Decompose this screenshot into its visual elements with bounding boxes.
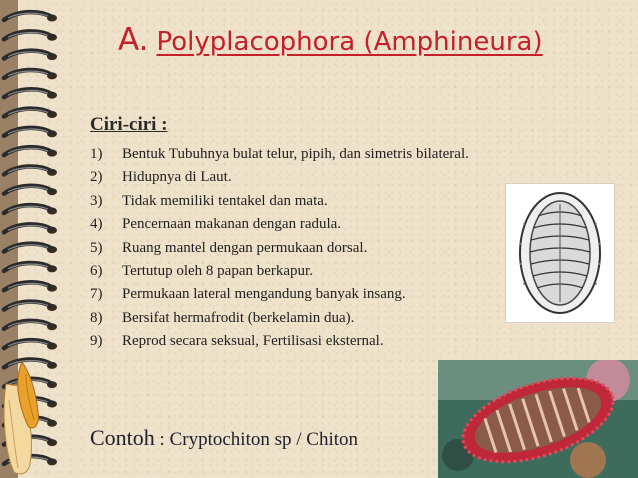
- list-item: 6) Tertutup oleh 8 papan berkapur.: [90, 262, 313, 279]
- chiton-illustration: [505, 183, 615, 323]
- chiton-photo: [438, 360, 638, 478]
- title-text: Polyplacophora (Amphineura): [156, 27, 543, 57]
- example-text: : Cryptochiton sp / Chiton: [154, 429, 358, 450]
- list-item: 8) Bersifat hermafrodit (berkelamin dua).: [90, 309, 355, 326]
- list-item: 4) Pencernaan makanan dengan radula.: [90, 216, 342, 233]
- list-item: 1) Bentuk Tubuhnya bulat telur, pipih, dan simetris bilateral.: [90, 146, 469, 162]
- seashell-decoration: [0, 360, 44, 478]
- list-item: 5) Ruang mantel dengan permukaan dorsal.: [90, 239, 368, 256]
- characteristics-list: [90, 143, 469, 354]
- list-item: 7) Permukaan lateral mengandung banyak insang.: [90, 286, 406, 303]
- section-heading: Ciri-ciri :: [90, 114, 168, 135]
- list-item: 3) Tidak memiliki tentakel dan mata.: [90, 192, 328, 209]
- list-item: 2) Hidupnya di Laut.: [90, 169, 232, 186]
- title-letter: A.: [118, 22, 149, 58]
- list-item: 9) Reprod secara seksual, Fertilisasi eksternal.: [90, 333, 384, 350]
- example-line: [90, 425, 358, 451]
- slide-title: [118, 22, 543, 66]
- example-label: Contoh: [90, 425, 155, 450]
